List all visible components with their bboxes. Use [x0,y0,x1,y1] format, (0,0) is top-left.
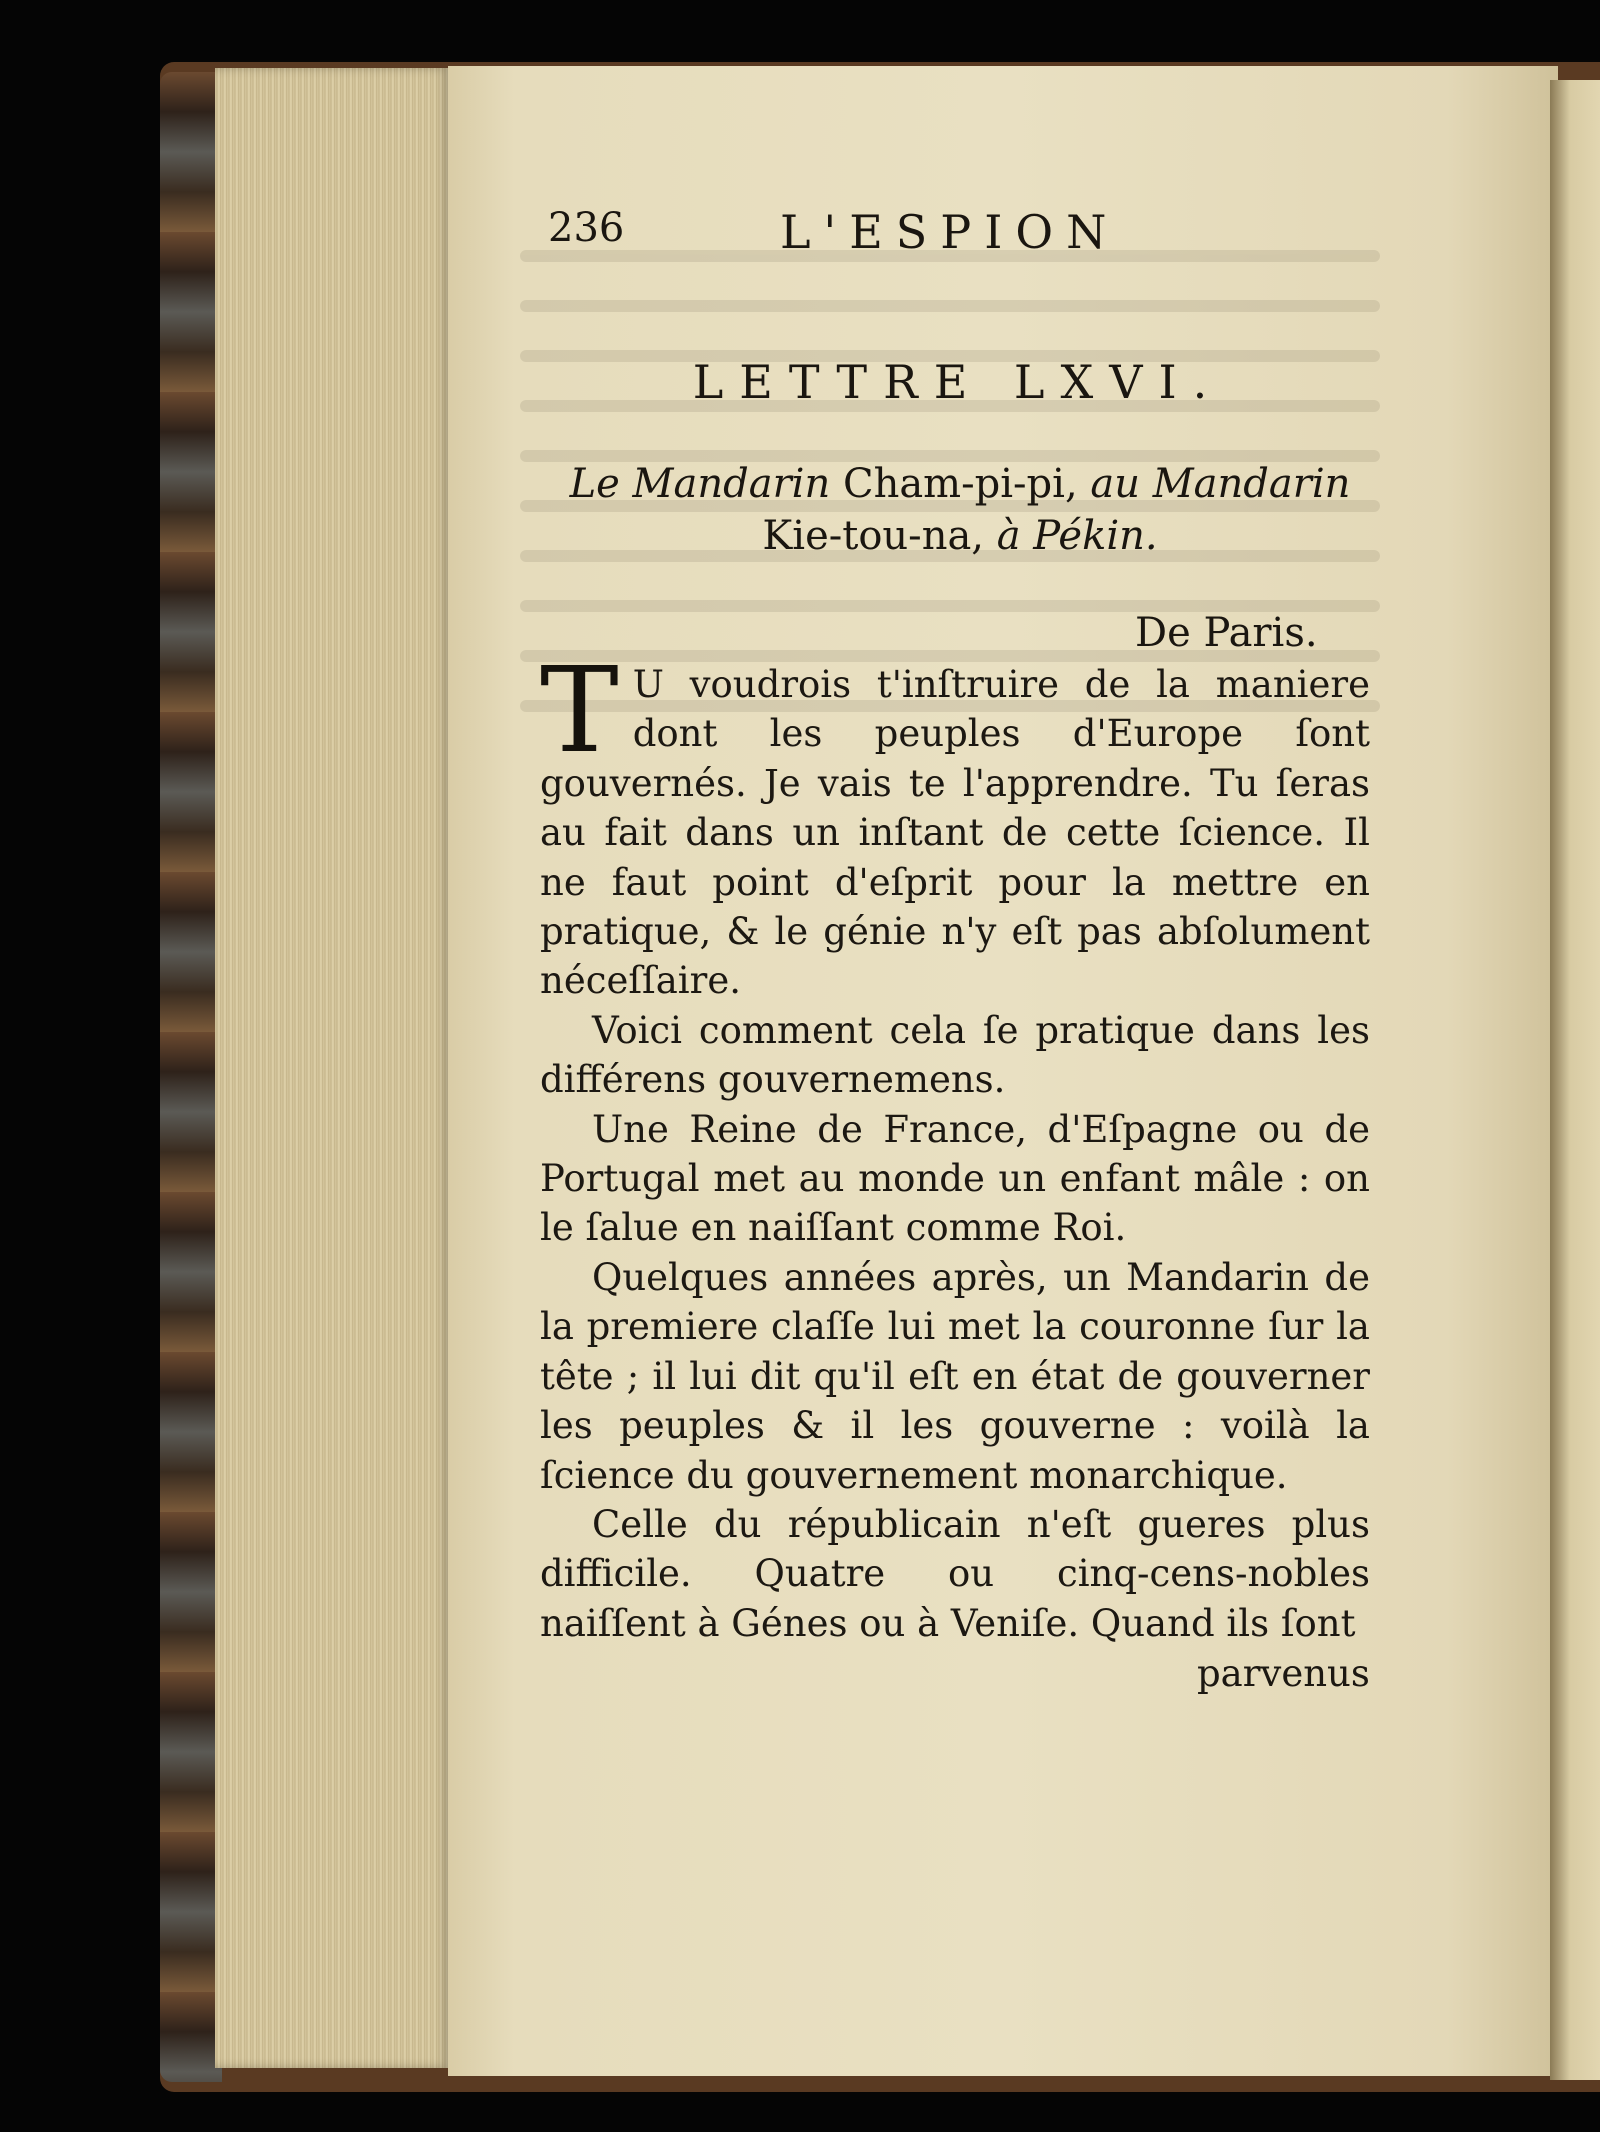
page-edges [215,68,450,2068]
facing-page-edge [1550,80,1600,2080]
address-sender-title: Le Mandarin [569,461,831,507]
paragraph-2: Voici comment cela ſe pratique dans les différens gouvernemens. [540,1008,1370,1102]
paragraph-1 [540,641,1370,1006]
address-place: à Pékin. [996,513,1158,559]
address-sender-name: Cham-pi-pi, [830,461,1091,507]
page-number: 236 [548,205,625,251]
letter-address [540,458,1380,562]
address-line-2 [540,510,1380,562]
paragraph-4: Quelques années après, un Mandarin de la premiere claſſe lui met la couronne ſur la tête ; il lui dit qu'il eſt en état de gouverner les peuples & il les gouverne : voilà la ſcience du gouvernement monarchique. [540,1255,1370,1497]
paragraph-5: Celle du républicain n'eſt gueres plus difficile. Quatre ou cinq-cens-nobles naiſſent à Génes ou à Veniſe. Quand ils ſont [540,1502,1370,1645]
running-title: L'ESPION [780,205,1120,259]
address-recipient-title: au Mandarin [1090,461,1351,507]
running-head [548,205,1188,265]
drop-cap: T [540,641,619,779]
letter-title: LETTRE LXVI. [692,355,1224,409]
book-spine [160,72,222,2082]
address-line-1 [540,458,1380,510]
dateline: De Paris. [1135,610,1318,656]
catchword: parvenus [1197,1652,1370,1695]
letter-body [540,641,1370,1648]
paragraph-3: Une Reine de France, d'Eſpagne ou de Portugal met au monde un enfant mâle : on le ſalue en naiſſant comme Roi. [540,1107,1370,1250]
paragraph-1-text: U voudrois t'inſtruire de la maniere dont les peuples d'Europe ſont gouvernés. Je vais te l'apprendre. Tu ſeras au fait dans un inſtant de cette ſcience. Il ne faut point d'eſprit pour la mettre en pratique, & le génie n'y eſt pas abſolument néceſſaire. [540,663,1370,1003]
address-recipient-name: Kie-tou-na, [762,513,997,559]
